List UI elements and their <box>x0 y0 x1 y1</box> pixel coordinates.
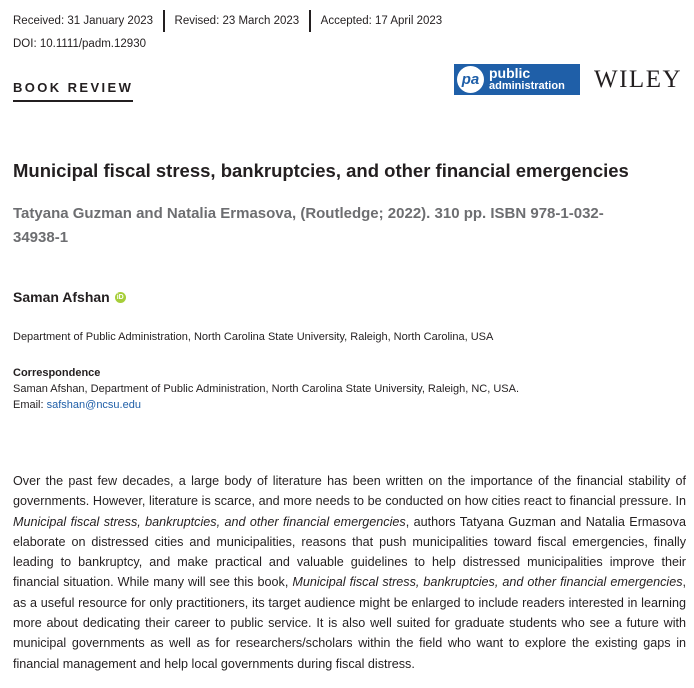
journal-wordmark <box>489 64 565 93</box>
orcid-icon[interactable]: iD <box>116 293 124 301</box>
email-link[interactable]: safshan@ncsu.edu <box>46 399 141 411</box>
correspondence <box>13 365 519 413</box>
body-text-3: , as a useful resource for only practitioners, its target audience might be enlarged to include readers interested in learning more about dedicating their career to public service. It is also well suited for graduate students who see a future with municipal governments as well as for researchers/scholars within the field who want to explore the existing gaps in financial management and help local governments during fiscal distress. <box>13 575 686 671</box>
body-text-2: , authors Tatyana Guzman and Natalia Ermasova elaborate on distressed cities and municipalities, reasons that push municipalities toward fiscal emergencies, finally leading to bankruptcy, and make practical and valuable guidelines to help distressed municipalities improve their financial situation. While many will see this book, <box>13 514 686 590</box>
correspondence-heading: Correspondence <box>13 367 101 379</box>
book-title-italic-2: Municipal fiscal stress, bankruptcies, and other financial emergencies <box>292 575 683 590</box>
email-label: Email: <box>13 399 47 411</box>
affiliation: Department of Public Administration, North Carolina State University, Raleigh, North Carolina, USA <box>13 331 494 343</box>
author-name[interactable]: Saman Afshan <box>13 289 110 305</box>
date-divider <box>309 10 311 32</box>
correspondence-email-line <box>13 397 519 413</box>
body-text-1: Over the past few decades, a large body of literature has been written on the importance of the financial stability of governments. However, literature is scarce, and more needs to be conducted on how cities react to financial pressure. In <box>13 474 686 509</box>
correspondence-address: Saman Afshan, Department of Public Administration, North Carolina State University, Raleigh, NC, USA. <box>13 383 520 395</box>
doi[interactable]: DOI: 10.1111/padm.12930 <box>13 38 146 50</box>
author-line <box>13 289 126 305</box>
revised-date: Revised: 23 March 2023 <box>174 15 300 27</box>
book-info: Tatyana Guzman and Natalia Ermasova, (Routledge; 2022). 310 pp. ISBN 978-1-032-34938-1 <box>13 205 604 246</box>
body-paragraph <box>13 471 686 674</box>
journal-word-administration: administration <box>489 79 565 92</box>
received-date: Received: 31 January 2023 <box>13 15 154 27</box>
journal-badge-icon: pa <box>457 66 484 93</box>
publication-dates <box>13 9 442 33</box>
accepted-date: Accepted: 17 April 2023 <box>320 15 443 27</box>
publisher-logo[interactable]: WILEY <box>594 66 683 93</box>
book-title-italic-1: Municipal fiscal stress, bankruptcies, and other financial emergencies <box>13 514 406 529</box>
article-title: Municipal fiscal stress, bankruptcies, and other financial emergencies <box>13 160 629 181</box>
journal-logo[interactable] <box>454 64 580 95</box>
section-label: BOOK REVIEW <box>13 80 133 102</box>
date-divider <box>163 10 165 32</box>
journal-word-public: public <box>489 64 531 81</box>
